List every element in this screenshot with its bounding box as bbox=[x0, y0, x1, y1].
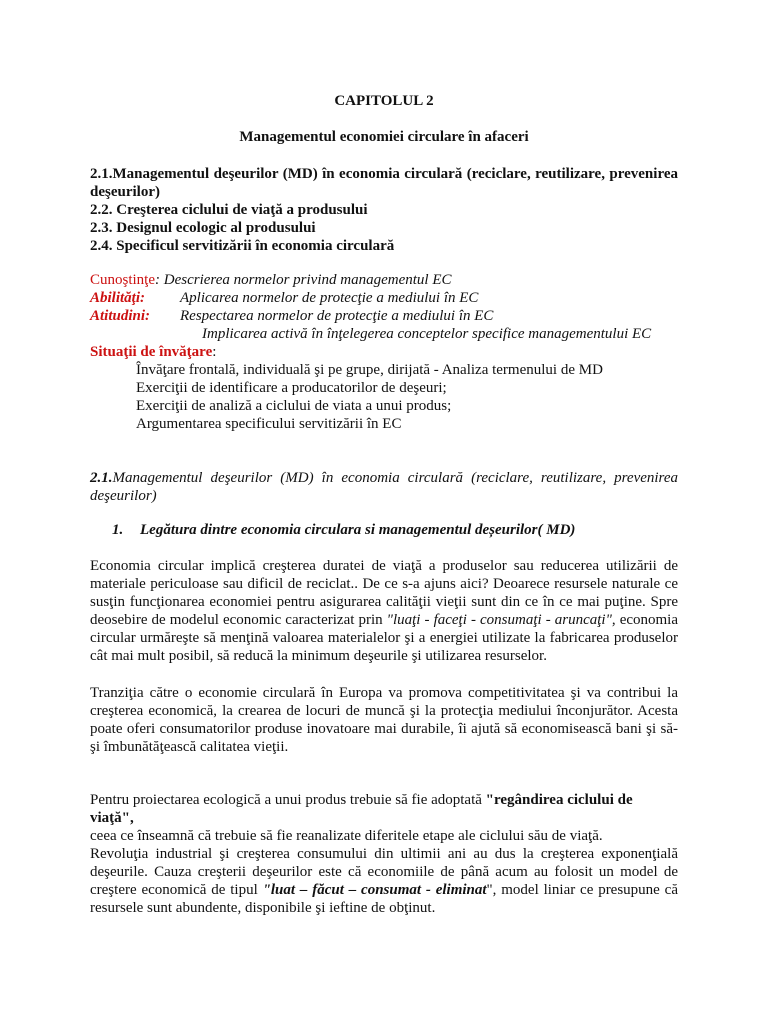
paragraph-3-text-a: Pentru proiectarea ecologică a unui produs trebuie să fie adoptată bbox=[90, 792, 486, 808]
subsection-heading bbox=[112, 521, 678, 539]
skills-label: Abilităţi: bbox=[90, 290, 146, 306]
situation-item: Argumentarea specificului servitizării în EC bbox=[136, 416, 402, 432]
situations-colon: : bbox=[212, 344, 217, 360]
attitudes-row-2 bbox=[90, 325, 678, 343]
situations-label: Situaţii de învăţare bbox=[90, 344, 213, 360]
competences-block bbox=[90, 271, 678, 361]
attitudes-text-1: Respectarea normelor de protecţie a mediului în EC bbox=[180, 308, 494, 324]
paragraph-1-text-a: Economia circular implică creşterea duratei de viaţă a produselor sau reducerea utilizării de materiale periculoase sau dificil de reciclat.. De ce s-a ajuns aici? Deoarece resursele naturale ce susţin funcţionarea economiei pentru asigurarea calităţii vieţii sunt din ce în ce mai puţine. Spre deosebire de modelul economic caracterizat prin bbox=[90, 558, 678, 628]
paragraph-3-text-b: ceea ce înseamnă că trebuie să fie reanalizate diferitele etape ale ciclului său de viaţă. bbox=[90, 828, 603, 844]
paragraph-4-quote: "luat – făcut – consumat - eliminat bbox=[262, 882, 487, 898]
section-number: 2.1. bbox=[90, 470, 113, 486]
subsection-number: 1. bbox=[112, 522, 124, 538]
attitudes-row bbox=[90, 307, 678, 325]
situations-heading-row bbox=[90, 343, 678, 361]
attitudes-label: Atitudini: bbox=[90, 308, 151, 324]
skills-row bbox=[90, 289, 678, 307]
paragraph-1 bbox=[90, 557, 678, 665]
paragraph-4 bbox=[90, 845, 678, 917]
chapter-heading: CAPITOLUL 2 bbox=[334, 93, 434, 109]
situation-item: Învăţare frontală, individuală şi pe grupe, dirijată - Analiza termenului de MD bbox=[136, 362, 603, 378]
paragraph-1-quote: "luaţi - faceţi - consumaţi - aruncaţi" bbox=[386, 612, 612, 628]
paragraph-4-text-a: Revoluţia industrial şi creşterea consumului din ultimii ani au dus la creşterea exponenţială deşeurile. Cauza creşterii deşeurilor este că economiile de până acum au folosit un model de creştere economică de tipul bbox=[90, 846, 678, 898]
paragraph-3-bold: "regândirea ciclului de viaţă", bbox=[90, 792, 633, 826]
situation-item: Exerciţii de identificare a producatorilor de deşeuri; bbox=[136, 380, 447, 396]
paragraph-4-text-b: ", model liniar ce presupune că resursele sunt abundente, disponibile şi ieftine de obţinut. bbox=[90, 882, 678, 916]
situation-item: Exerciţii de analiză a ciclului de viata a unui produs; bbox=[136, 398, 452, 414]
attitudes-text-2: Implicarea activă în înţelegerea conceptelor specifice managementului EC bbox=[202, 326, 652, 342]
paragraph-2: Tranziţia către o economie circulară în Europa va promova competitivitatea şi va contribui la creşterea economică, la crearea de locuri de muncă şi la protecţia mediului înconjurător. Acesta poate oferi consumatorilor produse inovatoare mai durabile, îi ajută să economisească bani şi să-şi îmbunătăţească calitatea vieţii. bbox=[90, 685, 678, 755]
paragraph-3 bbox=[90, 791, 678, 845]
table-of-contents bbox=[90, 165, 678, 255]
knowledge-text: : Descrierea normelor privind managementul EC bbox=[155, 272, 452, 288]
section-text: Managementul deşeurilor (MD) în economia circulară (reciclare, reutilizare, prevenirea deşeurilor) bbox=[90, 470, 678, 504]
toc-item-2-1: 2.1.Managementul deşeurilor (MD) în economia circulară (reciclare, reutilizare, prevenirea deşeurilor) bbox=[90, 166, 678, 200]
chapter-title: Managementul economiei circulare în afaceri bbox=[239, 129, 529, 145]
knowledge-label: Cunoştinţe bbox=[90, 272, 156, 288]
paragraph-1-text-b: , economia circular urmăreşte să menţină valoarea materialelor şi a energiei utilizate la fabricarea produselor cât mai mult posibil, să reducă la minimum deşeurile şi utilizarea resurselor. bbox=[90, 612, 679, 664]
skills-text: Aplicarea normelor de protecţie a mediului în EC bbox=[180, 290, 479, 306]
subsection-text: Legătura dintre economia circulara si managementul deșeurilor( MD) bbox=[140, 522, 576, 538]
toc-item-2-4: 2.4. Specificul servitizării în economia circulară bbox=[90, 238, 395, 254]
section-2-1-heading bbox=[90, 469, 678, 505]
situations-list bbox=[136, 361, 676, 433]
toc-item-2-3: 2.3. Designul ecologic al produsului bbox=[90, 220, 316, 236]
paragraph-3-line-1 bbox=[90, 791, 678, 827]
knowledge-row bbox=[90, 271, 678, 289]
toc-item-2-2: 2.2. Creşterea ciclului de viaţă a produsului bbox=[90, 202, 368, 218]
